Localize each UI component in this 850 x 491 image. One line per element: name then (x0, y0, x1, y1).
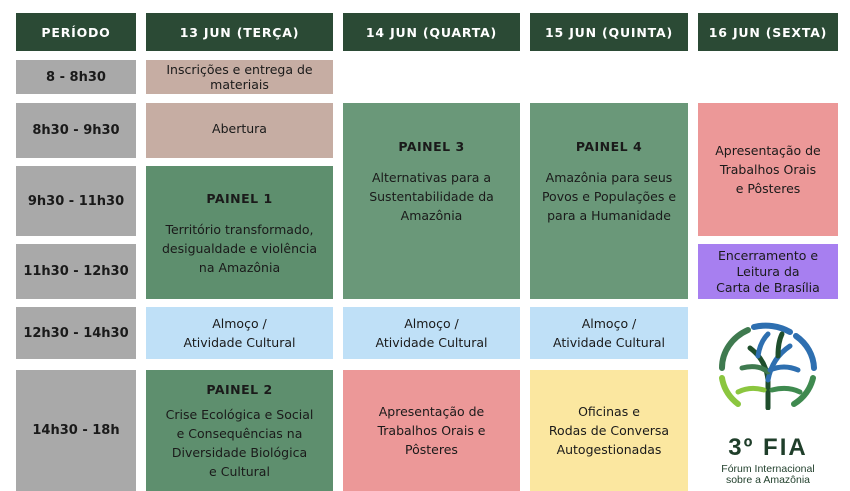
painel-title: PAINEL 3 (398, 139, 465, 154)
event-painel-4 (530, 103, 688, 299)
painel-title: PAINEL 2 (206, 382, 273, 397)
header-day-16-label: 16 JUN (SEXTA) (708, 24, 828, 40)
time-slot (16, 244, 136, 299)
logo-subtitle-line: Fórum Internacional (721, 463, 815, 475)
time-slot (16, 60, 136, 94)
time-slot (16, 103, 136, 158)
painel-title: PAINEL 4 (575, 139, 643, 154)
event-almoco (343, 307, 520, 359)
event-line: Oficinas e (578, 404, 640, 419)
time-slot-label: 8h30 - 9h30 (32, 123, 120, 138)
event-line: Apresentação de (378, 404, 485, 419)
header-day-14-label: 14 JUN (QUARTA) (365, 24, 498, 40)
event-line: e Pôsteres (735, 181, 801, 196)
event-line: e Consequências na (176, 426, 303, 441)
event-line: Povos e Populações e (541, 189, 677, 204)
time-slot-label: 9h30 - 11h30 (27, 193, 125, 209)
event-line: Alternativas para a (371, 170, 492, 185)
event-painel-1 (146, 166, 333, 299)
fia-logo-emblem-icon (698, 320, 838, 410)
event-almoco (146, 307, 333, 359)
event-painel-3 (343, 103, 520, 299)
logo-name: 3º FIA (728, 434, 808, 461)
event-line: Atividade Cultural (375, 335, 488, 350)
header-day-15 (530, 13, 688, 51)
event-line: Encerramento e (717, 247, 819, 263)
event-almoco (530, 307, 688, 359)
event-line: Território transformado, (165, 221, 314, 237)
time-slot (16, 307, 136, 359)
header-day-16 (698, 13, 838, 51)
event-line: Almoço / (212, 316, 267, 331)
header-periodo-label: PERÍODO (41, 24, 111, 40)
event-line: Sustentabilidade da (369, 189, 494, 204)
time-slot (16, 166, 136, 236)
event-line: materiais (210, 77, 269, 92)
event-line: e Cultural (209, 464, 270, 479)
logo-subtitle (698, 464, 838, 486)
fia-logo (698, 316, 838, 491)
event-line: Abertura (212, 121, 267, 136)
time-slot-label: 12h30 - 14h30 (23, 325, 129, 341)
event-line: Inscrições e entrega de (166, 62, 313, 77)
event-encerramento (698, 244, 838, 299)
event-line: Rodas de Conversa (548, 423, 670, 438)
header-day-13-label: 13 JUN (TERÇA) (179, 24, 300, 40)
event-line: Carta de Brasília (716, 279, 820, 295)
event-line: Atividade Cultural (553, 335, 665, 350)
event-painel-2 (146, 370, 333, 491)
event-line: Almoço / (581, 316, 637, 331)
event-line: Apresentação de (715, 143, 821, 158)
event-apresentacao (698, 103, 838, 236)
event-line: Almoço / (404, 316, 459, 331)
event-line: Diversidade Biológica (171, 445, 308, 460)
time-slot-label: 8 - 8h30 (46, 69, 106, 85)
event-oficinas (530, 370, 688, 491)
event-line: Trabalhos Orais e (377, 423, 486, 438)
event-line: Leitura da (736, 263, 800, 279)
event-line: Atividade Cultural (183, 335, 296, 350)
header-day-14 (343, 13, 520, 51)
event-line: Pôsteres (405, 442, 458, 457)
painel-title: PAINEL 1 (206, 190, 273, 206)
event-line: desigualdade e violência (161, 240, 318, 256)
header-day-15-label: 15 JUN (QUINTA) (545, 24, 673, 40)
event-line: para a Humanidade (547, 208, 671, 223)
event-abertura (146, 103, 333, 158)
event-line: Trabalhos Orais (719, 162, 817, 177)
logo-subtitle-line: sobre a Amazônia (725, 474, 811, 486)
event-inscricoes (146, 60, 333, 94)
header-periodo (16, 13, 136, 51)
header-day-13 (146, 13, 333, 51)
event-apresentacao (343, 370, 520, 491)
time-slot-label: 14h30 - 18h (32, 423, 120, 438)
event-line: na Amazônia (198, 259, 281, 275)
event-line: Amazônia para seus (545, 170, 673, 185)
time-slot (16, 370, 136, 491)
time-slot-label: 11h30 - 12h30 (23, 264, 129, 279)
event-line: Amazônia (400, 208, 463, 223)
event-line: Crise Ecológica e Social (165, 407, 314, 422)
event-line: Autogestionadas (556, 442, 662, 457)
